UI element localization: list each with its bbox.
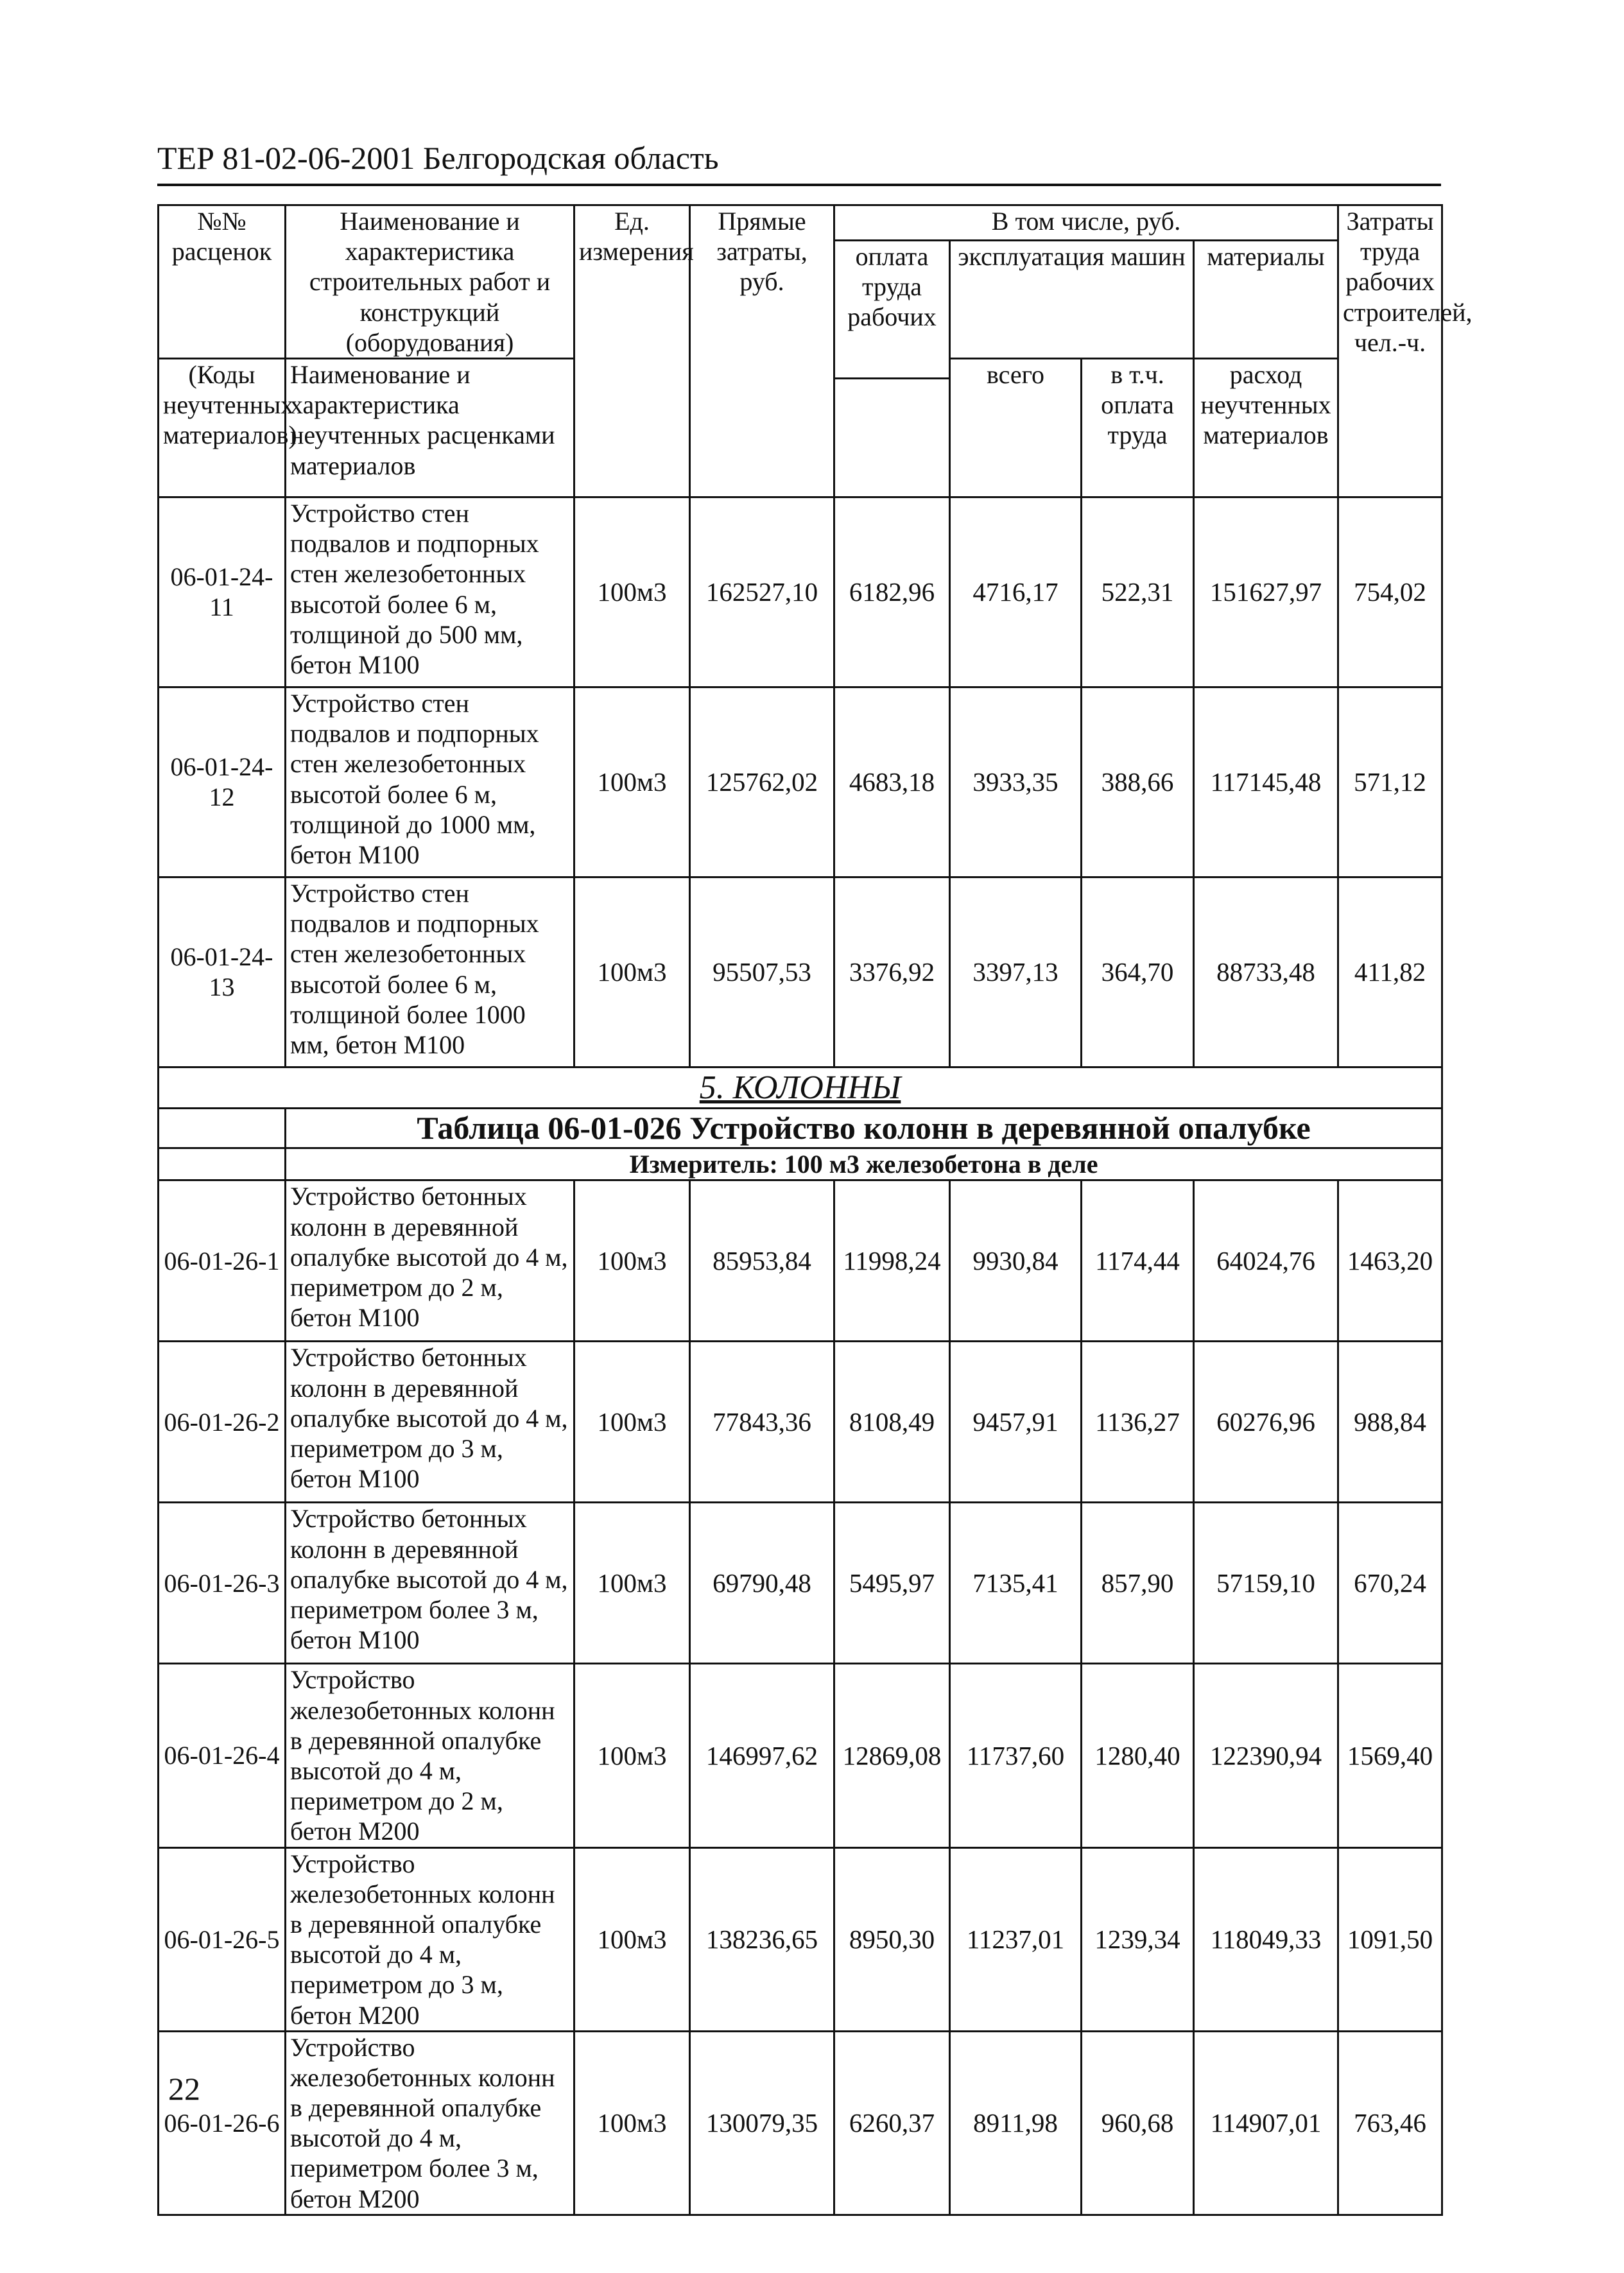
header-labor-cost: Затраты труда рабочих строителей, чел.-ч. bbox=[1338, 205, 1442, 497]
row-labor-cost: 763,46 bbox=[1338, 2031, 1442, 2215]
header-name2: Наименование и характеристика неучтенных расценками материалов bbox=[286, 358, 574, 497]
header-row-1 bbox=[159, 205, 1442, 241]
header-labor-pay-sub bbox=[834, 378, 950, 497]
row-code: 06-01-26-2 bbox=[159, 1342, 286, 1503]
row-code: 06-01-26-5 bbox=[159, 1847, 286, 2031]
row-materials: 117145,48 bbox=[1194, 687, 1338, 877]
row-labor-cost: 754,02 bbox=[1338, 497, 1442, 687]
row-code: 06-01-26-3 bbox=[159, 1503, 286, 1664]
measure-spacer bbox=[159, 1148, 286, 1180]
row-mach-total: 9457,91 bbox=[950, 1342, 1082, 1503]
row-name: Устройство стен подвалов и подпорных стен железобетонных высотой более 6 м, толщиной до 1000 мм, бетон М100 bbox=[286, 687, 574, 877]
row-unit: 100м3 bbox=[574, 687, 690, 877]
row-mach-pay: 388,66 bbox=[1082, 687, 1194, 877]
row-mach-pay: 1174,44 bbox=[1082, 1180, 1194, 1342]
page-header-title: ТЕР 81-02-06-2001 Белгородская область bbox=[157, 140, 719, 176]
row-labor-cost: 670,24 bbox=[1338, 1503, 1442, 1664]
table-row bbox=[159, 1847, 1442, 2031]
row-unit: 100м3 bbox=[574, 2031, 690, 2215]
row-labor-pay: 5495,97 bbox=[834, 1503, 950, 1664]
header-incl: В том числе, руб. bbox=[834, 205, 1338, 241]
row-code: 06-01-26-1 bbox=[159, 1180, 286, 1342]
row-labor-pay: 8108,49 bbox=[834, 1342, 950, 1503]
row-name: Устройство железобетонных колонн в деревянной опалубке высотой до 4 м, периметром до 3 м, бетон М200 bbox=[286, 1847, 574, 2031]
header-codes: (Коды неучтенных материалов) bbox=[159, 358, 286, 497]
row-mach-pay: 364,70 bbox=[1082, 877, 1194, 1067]
row-labor-cost: 571,12 bbox=[1338, 687, 1442, 877]
row-mach-total: 3933,35 bbox=[950, 687, 1082, 877]
row-materials: 114907,01 bbox=[1194, 2031, 1338, 2215]
row-mach-total: 11737,60 bbox=[950, 1664, 1082, 1847]
row-name: Устройство бетонных колонн в деревянной опалубке высотой до 4 м, периметром до 2 м, бетон М100 bbox=[286, 1180, 574, 1342]
row-direct: 162527,10 bbox=[690, 497, 834, 687]
row-materials: 122390,94 bbox=[1194, 1664, 1338, 1847]
section-title-text: 5. КОЛОННЫ bbox=[699, 1069, 901, 1106]
row-direct: 69790,48 bbox=[690, 1503, 834, 1664]
row-code: 06-01-26-4 bbox=[159, 1664, 286, 1847]
row-mach-total: 9930,84 bbox=[950, 1180, 1082, 1342]
measure-text: Измеритель: 100 м3 железобетона в деле bbox=[286, 1148, 1442, 1180]
header-labor-pay: оплата труда рабочих bbox=[834, 241, 950, 379]
row-mach-pay: 1239,34 bbox=[1082, 1847, 1194, 2031]
row-mach-pay: 857,90 bbox=[1082, 1503, 1194, 1664]
row-mach-pay: 522,31 bbox=[1082, 497, 1194, 687]
price-table bbox=[157, 204, 1473, 2216]
table-row bbox=[159, 877, 1442, 1067]
page-number: 22 bbox=[168, 2071, 200, 2107]
table-row bbox=[159, 1503, 1442, 1664]
row-direct: 138236,65 bbox=[690, 1847, 834, 2031]
row-materials: 88733,48 bbox=[1194, 877, 1338, 1067]
row-direct: 130079,35 bbox=[690, 2031, 834, 2215]
row-name: Устройство железобетонных колонн в деревянной опалубке высотой до 4 м, периметром более 3 м, бетон М200 bbox=[286, 2031, 574, 2215]
table-title-row bbox=[159, 1109, 1442, 1148]
row-direct: 146997,62 bbox=[690, 1664, 834, 1847]
row-name: Устройство стен подвалов и подпорных стен железобетонных высотой более 6 м, толщиной более 1000 мм, бетон М100 bbox=[286, 877, 574, 1067]
row-code: 06-01-24-13 bbox=[159, 877, 286, 1067]
row-mach-pay: 960,68 bbox=[1082, 2031, 1194, 2215]
header-mat-usage: расход неучтенных материалов bbox=[1194, 358, 1338, 497]
row-mach-total: 4716,17 bbox=[950, 497, 1082, 687]
header-unit: Ед. измерения bbox=[574, 205, 690, 497]
row-unit: 100м3 bbox=[574, 1342, 690, 1503]
row-code: 06-01-24-12 bbox=[159, 687, 286, 877]
table-row bbox=[159, 1664, 1442, 1847]
row-labor-cost: 988,84 bbox=[1338, 1342, 1442, 1503]
section-title bbox=[159, 1067, 1442, 1108]
row-labor-pay: 4683,18 bbox=[834, 687, 950, 877]
row-mach-pay: 1280,40 bbox=[1082, 1664, 1194, 1847]
header-name: Наименование и характеристика строительных работ и конструкций (оборудования) bbox=[286, 205, 574, 359]
row-code: 06-01-26-6 bbox=[159, 2031, 286, 2215]
row-materials: 151627,97 bbox=[1194, 497, 1338, 687]
row-materials: 64024,76 bbox=[1194, 1180, 1338, 1342]
row-labor-cost: 411,82 bbox=[1338, 877, 1442, 1067]
row-unit: 100м3 bbox=[574, 1503, 690, 1664]
row-materials: 57159,10 bbox=[1194, 1503, 1338, 1664]
row-name: Устройство железобетонных колонн в деревянной опалубке высотой до 4 м, периметром до 2 м, бетон М200 bbox=[286, 1664, 574, 1847]
row-mach-total: 3397,13 bbox=[950, 877, 1082, 1067]
row-mach-total: 8911,98 bbox=[950, 2031, 1082, 2215]
table-title: Таблица 06-01-026 Устройство колонн в деревянной опалубке bbox=[286, 1109, 1442, 1148]
row-materials: 60276,96 bbox=[1194, 1342, 1338, 1503]
row-mach-pay: 1136,27 bbox=[1082, 1342, 1194, 1503]
row-labor-cost: 1463,20 bbox=[1338, 1180, 1442, 1342]
row-unit: 100м3 bbox=[574, 497, 690, 687]
table-row bbox=[159, 497, 1442, 687]
row-direct: 85953,84 bbox=[690, 1180, 834, 1342]
header-rule bbox=[157, 184, 1441, 186]
row-labor-pay: 3376,92 bbox=[834, 877, 950, 1067]
row-labor-cost: 1569,40 bbox=[1338, 1664, 1442, 1847]
header-mach-pay: в т.ч. оплата труда bbox=[1082, 358, 1194, 497]
table-row bbox=[159, 1180, 1442, 1342]
section-row bbox=[159, 1067, 1442, 1108]
row-direct: 125762,02 bbox=[690, 687, 834, 877]
header-number: №№ расценок bbox=[159, 205, 286, 359]
measure-row bbox=[159, 1148, 1442, 1180]
row-mach-total: 11237,01 bbox=[950, 1847, 1082, 2031]
row-mach-total: 7135,41 bbox=[950, 1503, 1082, 1664]
table-title-spacer bbox=[159, 1109, 286, 1148]
row-labor-pay: 6260,37 bbox=[834, 2031, 950, 2215]
row-code: 06-01-24-11 bbox=[159, 497, 286, 687]
row-labor-cost: 1091,50 bbox=[1338, 1847, 1442, 2031]
row-name: Устройство бетонных колонн в деревянной опалубке высотой до 4 м, периметром более 3 м, бетон М100 bbox=[286, 1503, 574, 1664]
header-machines: эксплуатация машин bbox=[950, 241, 1194, 359]
header-mach-total: всего bbox=[950, 358, 1082, 497]
row-name: Устройство бетонных колонн в деревянной опалубке высотой до 4 м, периметром до 3 м, бетон М100 bbox=[286, 1342, 574, 1503]
row-materials: 118049,33 bbox=[1194, 1847, 1338, 2031]
header-direct: Прямые затраты, руб. bbox=[690, 205, 834, 497]
row-unit: 100м3 bbox=[574, 1180, 690, 1342]
row-labor-pay: 12869,08 bbox=[834, 1664, 950, 1847]
row-unit: 100м3 bbox=[574, 877, 690, 1067]
header-materials: материалы bbox=[1194, 241, 1338, 359]
row-labor-pay: 8950,30 bbox=[834, 1847, 950, 2031]
row-labor-pay: 11998,24 bbox=[834, 1180, 950, 1342]
table-row bbox=[159, 687, 1442, 877]
table-row bbox=[159, 1342, 1442, 1503]
table-row bbox=[159, 2031, 1442, 2215]
row-name: Устройство стен подвалов и подпорных стен железобетонных высотой более 6 м, толщиной до 500 мм, бетон М100 bbox=[286, 497, 574, 687]
row-direct: 95507,53 bbox=[690, 877, 834, 1067]
row-direct: 77843,36 bbox=[690, 1342, 834, 1503]
row-labor-pay: 6182,96 bbox=[834, 497, 950, 687]
row-unit: 100м3 bbox=[574, 1847, 690, 2031]
row-unit: 100м3 bbox=[574, 1664, 690, 1847]
